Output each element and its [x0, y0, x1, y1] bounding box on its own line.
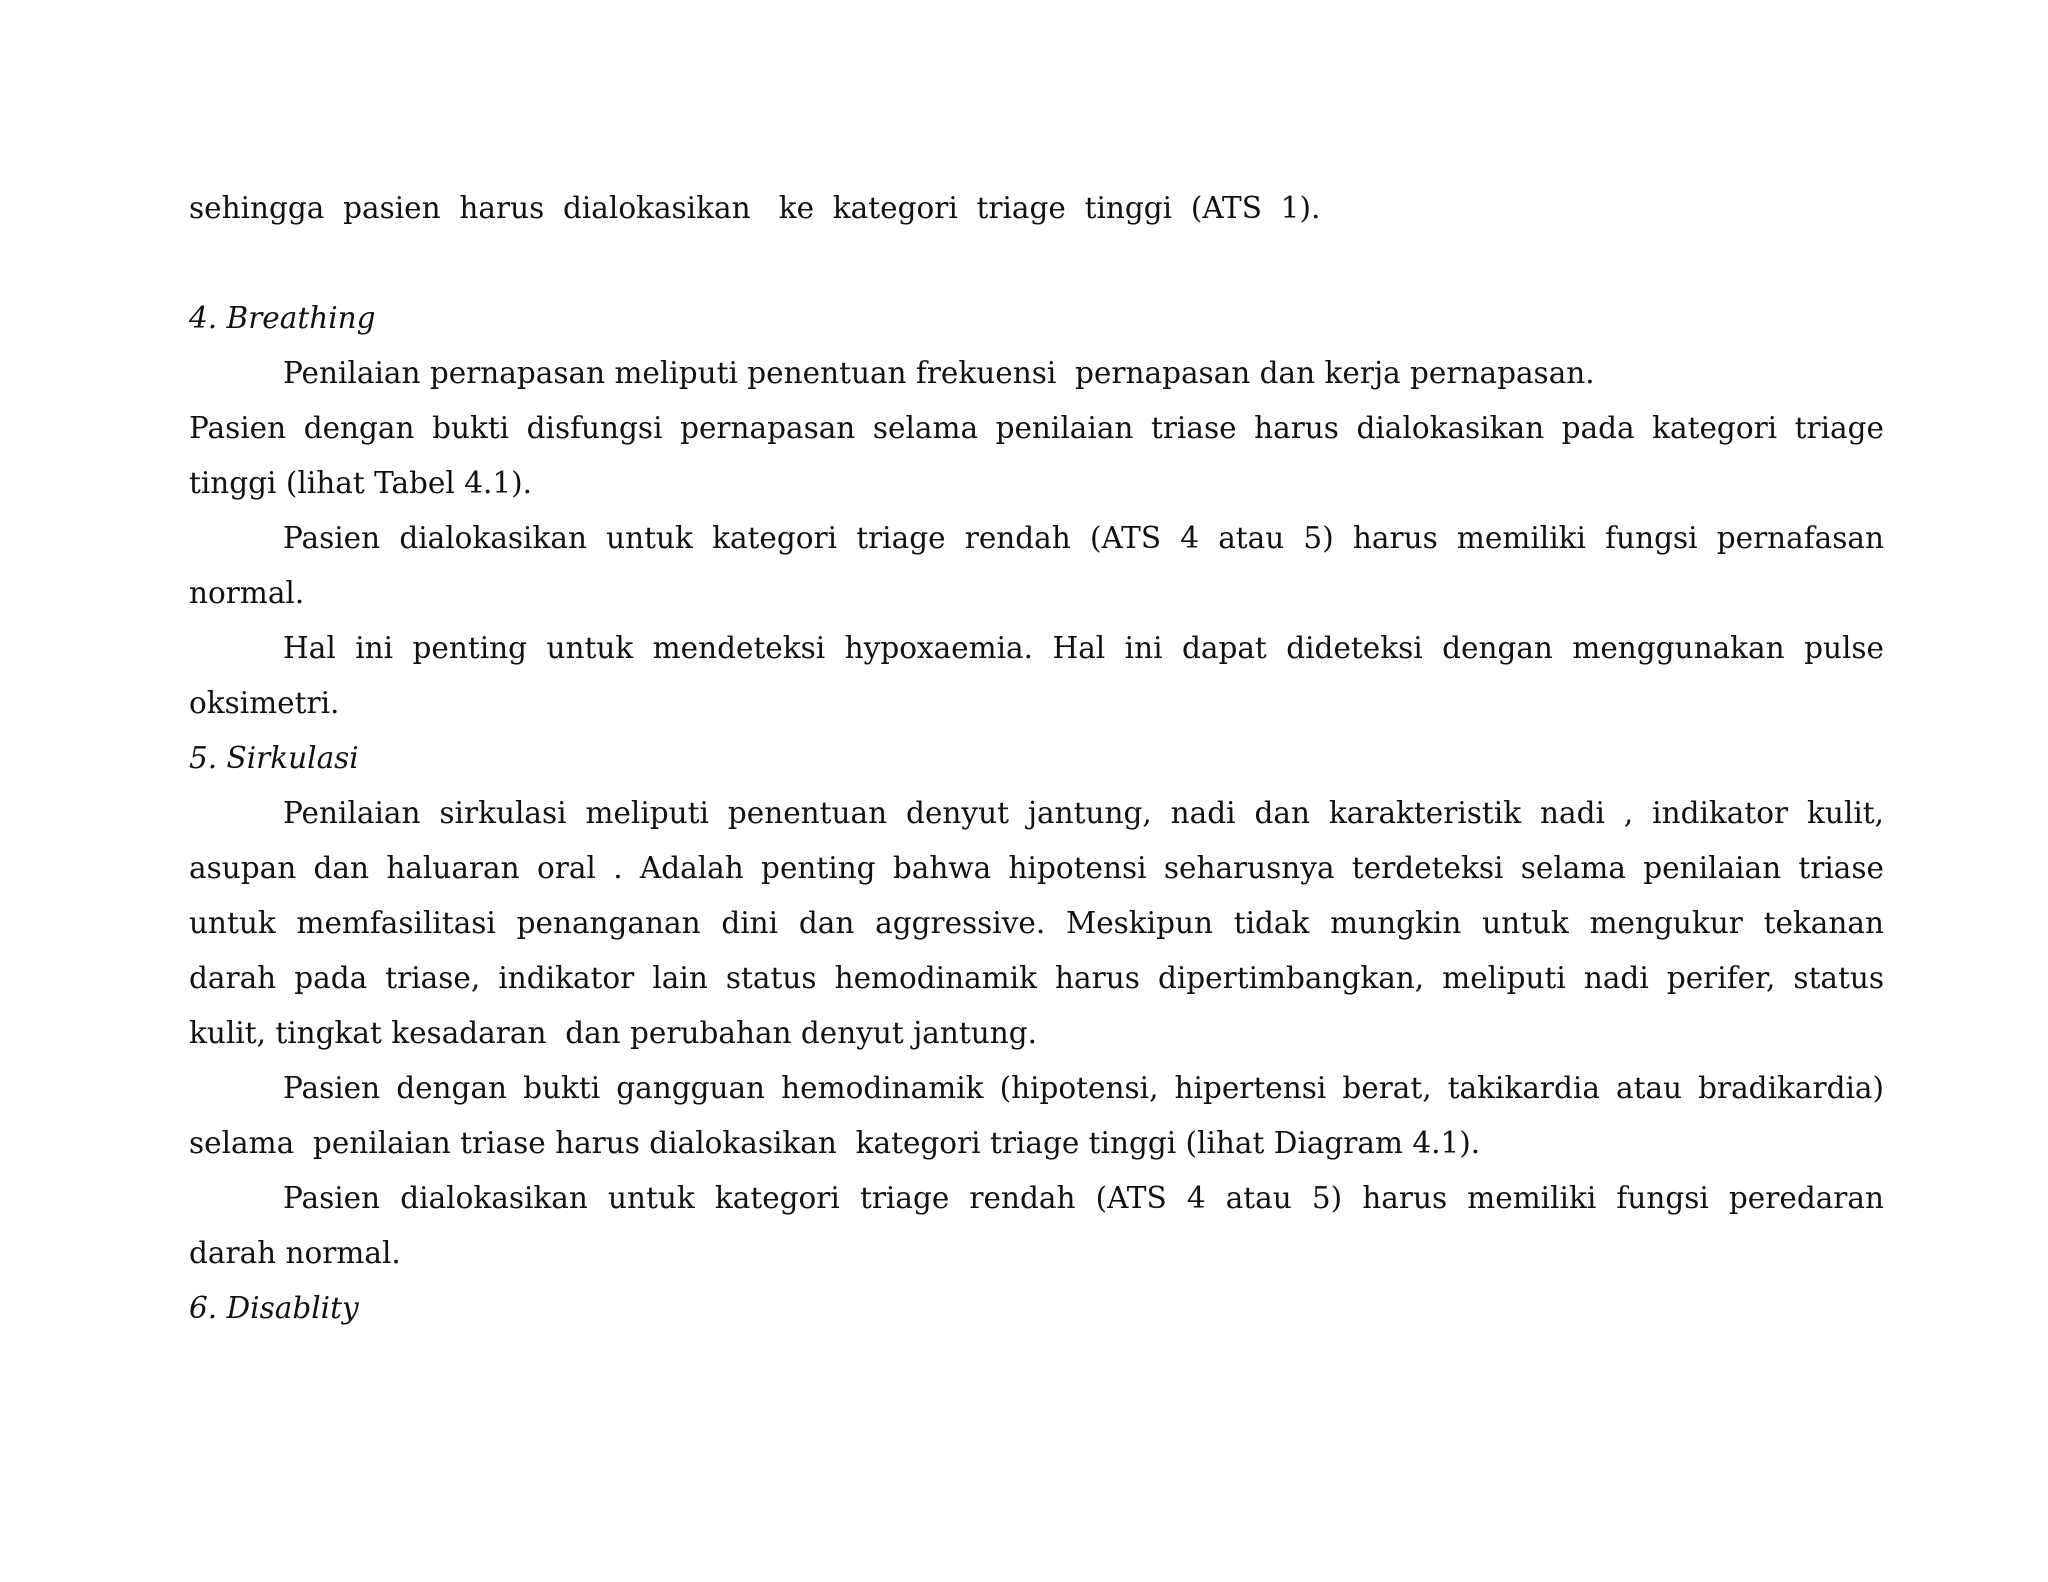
section-heading-breathing: 4. Breathing	[189, 301, 376, 335]
text-line: selama penilaian triase harus dialokasikan kategori triage tinggi (lihat Diagram 4.1).	[189, 1126, 1481, 1160]
text-line: Penilaian sirkulasi meliputi penentuan denyut jantung, nadi dan karakteristik nadi , indikator kulit,	[283, 796, 1884, 830]
text-line: sehingga pasien harus dialokasikan ke kategori triage tinggi (ATS 1).	[189, 191, 1321, 225]
text-line: untuk memfasilitasi penanganan dini dan aggressive. Meskipun tidak mungkin untuk mengukur tekanan	[189, 906, 1884, 940]
text-line: oksimetri.	[189, 686, 340, 720]
text-line: Pasien dialokasikan untuk kategori triage rendah (ATS 4 atau 5) harus memiliki fungsi pernafasan	[283, 521, 1884, 555]
section-heading-sirkulasi: 5. Sirkulasi	[189, 741, 359, 775]
text-line: Pasien dialokasikan untuk kategori triage rendah (ATS 4 atau 5) harus memiliki fungsi peredaran	[283, 1181, 1884, 1215]
text-line: normal.	[189, 576, 305, 610]
text-line: darah pada triase, indikator lain status hemodinamik harus dipertimbangkan, meliputi nadi perifer, status	[189, 961, 1884, 995]
text-line: darah normal.	[189, 1236, 401, 1270]
text-line: tinggi (lihat Tabel 4.1).	[189, 466, 532, 500]
text-line: asupan dan haluaran oral . Adalah penting bahwa hipotensi seharusnya terdeteksi selama penilaian triase	[189, 851, 1884, 885]
text-line: Penilaian pernapasan meliputi penentuan frekuensi pernapasan dan kerja pernapasan.	[283, 356, 1595, 390]
section-heading-disablity: 6. Disablity	[189, 1291, 359, 1325]
text-line: Pasien dengan bukti disfungsi pernapasan selama penilaian triase harus dialokasikan pada kategori triage	[189, 411, 1884, 445]
text-line: kulit, tingkat kesadaran dan perubahan denyut jantung.	[189, 1016, 1038, 1050]
text-line: Pasien dengan bukti gangguan hemodinamik (hipotensi, hipertensi berat, takikardia atau bradikardia)	[283, 1071, 1884, 1105]
text-line: Hal ini penting untuk mendeteksi hypoxaemia. Hal ini dapat dideteksi dengan menggunakan pulse	[283, 631, 1884, 665]
